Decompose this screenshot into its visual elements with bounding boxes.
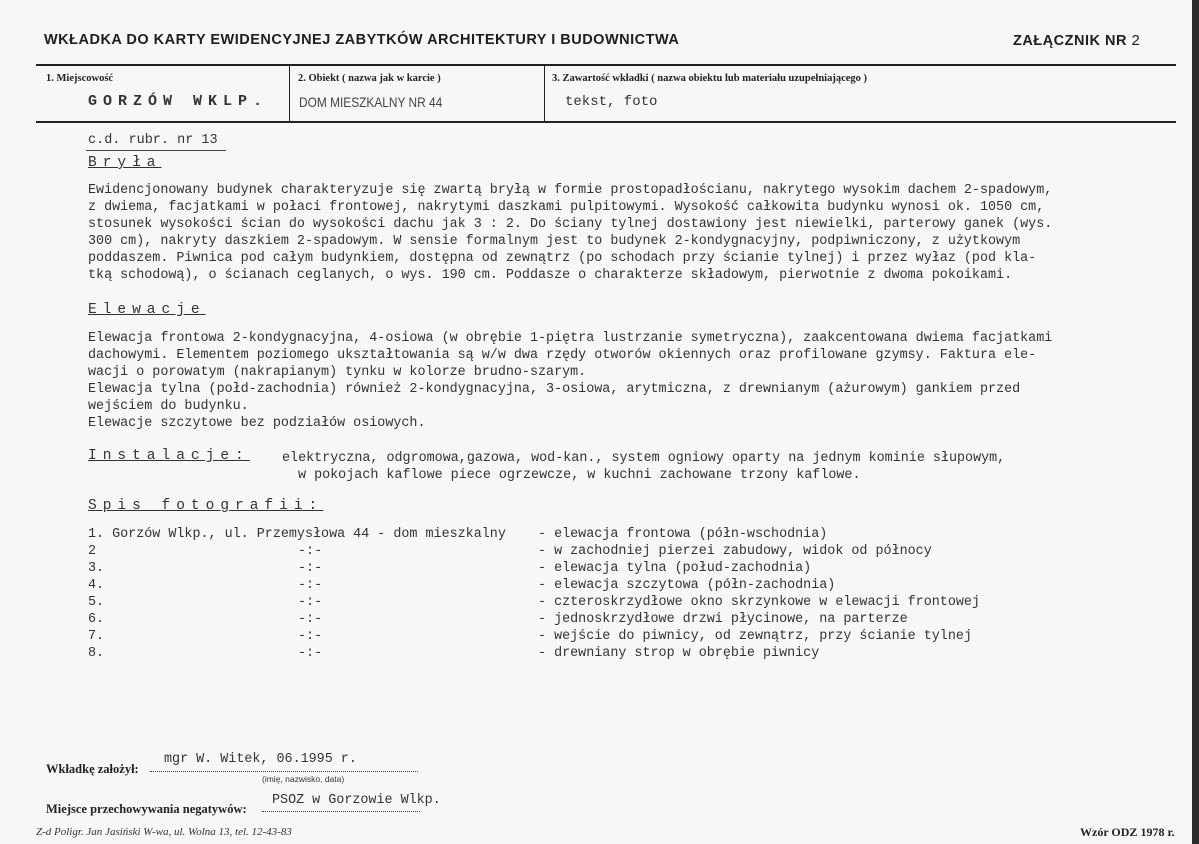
- section-bryla-text: [88, 182, 1118, 284]
- made-by-hint: (imię, nazwisko, data): [262, 774, 345, 784]
- field-2-label: 2. Obiekt ( nazwa jak w karcie ): [298, 73, 441, 84]
- photo-ditto: -:-: [298, 612, 323, 627]
- field-divider-1: [289, 64, 290, 122]
- header-rule-top: [36, 64, 1176, 66]
- section-instalacje-heading: Instalacje:: [88, 448, 250, 464]
- form-title: WKŁADKA DO KARTY EWIDENCYJNEJ ZABYTKÓW ARCHITEKTURY I BUDOWNICTWA: [44, 32, 680, 48]
- made-by-dotted-line: [150, 771, 418, 772]
- photo-list-item: [88, 578, 1148, 595]
- elewacje-line: wacji o porowatym (nakrapianym) tynku w kolorze brudno-szarym.: [88, 365, 587, 380]
- photo-list-item: [88, 612, 1148, 629]
- photo-number: 8.: [88, 646, 105, 661]
- photo-list-item: [88, 629, 1148, 646]
- section-elewacje-text: [88, 330, 1118, 432]
- page-edge: [1192, 0, 1199, 844]
- photo-ditto: -:-: [298, 578, 323, 593]
- photo-list-item: [88, 561, 1148, 578]
- photo-number: 4.: [88, 578, 105, 593]
- section-photos-heading: Spis fotografii:: [88, 498, 324, 514]
- photo-ditto: -:-: [298, 595, 323, 610]
- bryla-line: stosunek wysokości ścian do wysokości dachu jak 3 : 2. Do ściany tylnej dostawiony jest niewielki, parterowy ganek (wys.: [88, 217, 1053, 232]
- photo-description: - jednoskrzydłowe drzwi płycinowe, na parterze: [538, 612, 908, 627]
- made-by-value: mgr W. Witek, 06.1995 r.: [164, 752, 357, 767]
- photo-list-item: [88, 527, 1148, 544]
- negatives-value: PSOZ w Gorzowie Wlkp.: [272, 793, 441, 808]
- elewacje-line: wejściem do budynku.: [88, 399, 249, 414]
- attachment-label-text: ZAŁĄCZNIK NR: [1013, 33, 1127, 49]
- photo-description: - drewniany strop w obrębie piwnicy: [538, 646, 820, 661]
- photo-description: - elewacja szczytowa (półn-zachodnia): [538, 578, 836, 593]
- bryla-line: Ewidencjonowany budynek charakteryzuje się zwartą bryłą w formie prostopadłościanu, nakrytego wysokim dachem 2-spadowym,: [88, 183, 1053, 198]
- section-elewacje-heading: Elewacje: [88, 302, 206, 318]
- field-3-label: 3. Zawartość wkładki ( nazwa obiektu lub materiału uzupełniającego ): [552, 73, 868, 84]
- elewacje-line: Elewacja frontowa 2-kondygnacyjna, 4-osiowa (w obrębie 1-piętra lustrzanie symetryczna), zaakcentowana dwiema facjatkami: [88, 331, 1053, 346]
- photo-description: - w zachodniej pierzei zabudowy, widok od północy: [538, 544, 932, 559]
- photo-list-item: [88, 544, 1148, 561]
- field-1-label: 1. Miejscowość: [46, 73, 114, 84]
- photo-description: - wejście do piwnicy, od zewnątrz, przy ścianie tylnej: [538, 629, 972, 644]
- printer-imprint: Z-d Poligr. Jan Jasiński W-wa, ul. Wolna 13, tel. 12-43-83: [36, 826, 292, 838]
- continuation-underline: [86, 150, 226, 151]
- photo-ditto: -:-: [298, 544, 323, 559]
- continuation-note: c.d. rubr. nr 13: [88, 133, 218, 148]
- photo-description: - elewacja frontowa (półn-wschodnia): [538, 527, 828, 542]
- instalacje-line-1: elektryczna, odgromowa,gazowa, wod-kan., system ogniowy oparty na jednym kominie słupowym,: [282, 451, 1006, 466]
- made-by-label: Wkładkę założył:: [46, 762, 139, 776]
- bryla-line: tką schodową), o ścianach ceglanych, o wys. 190 cm. Poddasze o charakterze składowym, pierwotnie z dwoma pokoikami.: [88, 268, 1013, 283]
- elewacje-line: dachowymi. Elementem poziomego ukształtowania są w/w dwa rzędy otworów okiennych oraz profilowane gzymsy. Faktura ele-: [88, 348, 1037, 363]
- photo-ditto: -:-: [298, 646, 323, 661]
- photo-ditto: -:-: [298, 561, 323, 576]
- bryla-line: 300 cm), nakryty daszkiem 2-spadowym. W sensie formalnym jest to budynek 2-kondygnacyjny, podpiwniczony, z użytkowym: [88, 234, 1021, 249]
- negatives-dotted-line: [262, 811, 420, 812]
- photo-number: 1. Gorzów Wlkp., ul. Przemysłowa 44 - dom mieszkalny: [88, 527, 506, 542]
- form-code: Wzór ODZ 1978 r.: [1080, 825, 1175, 839]
- bryla-line: poddaszem. Piwnica pod całym budynkiem, dostępna od zewnątrz (po schodach przy ścianie tylnej) i przez wyłaz (pod kla-: [88, 251, 1037, 266]
- negatives-label: Miejsce przechowywania negatywów:: [46, 802, 247, 816]
- field-1-value: GORZÓW WKLP.: [88, 93, 269, 110]
- elewacje-line: Elewacje szczytowe bez podziałów osiowych.: [88, 416, 426, 431]
- photo-number: 7.: [88, 629, 105, 644]
- field-3-value: tekst, foto: [565, 94, 658, 110]
- attachment-label: [1013, 32, 1140, 49]
- photo-description: - elewacja tylna (połud-zachodnia): [538, 561, 812, 576]
- attachment-number: 2: [1131, 32, 1141, 49]
- photo-number: 3.: [88, 561, 105, 576]
- photo-list-item: [88, 646, 1148, 663]
- photo-number: 5.: [88, 595, 105, 610]
- photo-description: - czteroskrzydłowe okno skrzynkowe w elewacji frontowej: [538, 595, 980, 610]
- field-2-value: DOM MIESZKALNY NR 44: [299, 94, 443, 110]
- photo-number: 6.: [88, 612, 105, 627]
- bryla-line: z dwiema, facjatkami w połaci frontowej, nakrytymi daszkami pulpitowymi. Wysokość całkowita budynku wynosi ok. 1050 cm,: [88, 200, 1045, 215]
- photo-number: 2: [88, 544, 97, 559]
- header-rule-bottom: [36, 121, 1176, 123]
- photo-ditto: -:-: [298, 629, 323, 644]
- field-divider-2: [544, 64, 545, 122]
- elewacje-line: Elewacja tylna (połd-zachodnia) również 2-kondygnacyjna, 3-osiowa, arytmiczna, z drewnianym (ażurowym) gankiem przed: [88, 382, 1021, 397]
- section-bryla-heading: Bryła: [88, 155, 162, 171]
- photo-list-item: [88, 595, 1148, 612]
- instalacje-line-2: w pokojach kaflowe piece ogrzewcze, w kuchni zachowane trzony kaflowe.: [298, 468, 861, 483]
